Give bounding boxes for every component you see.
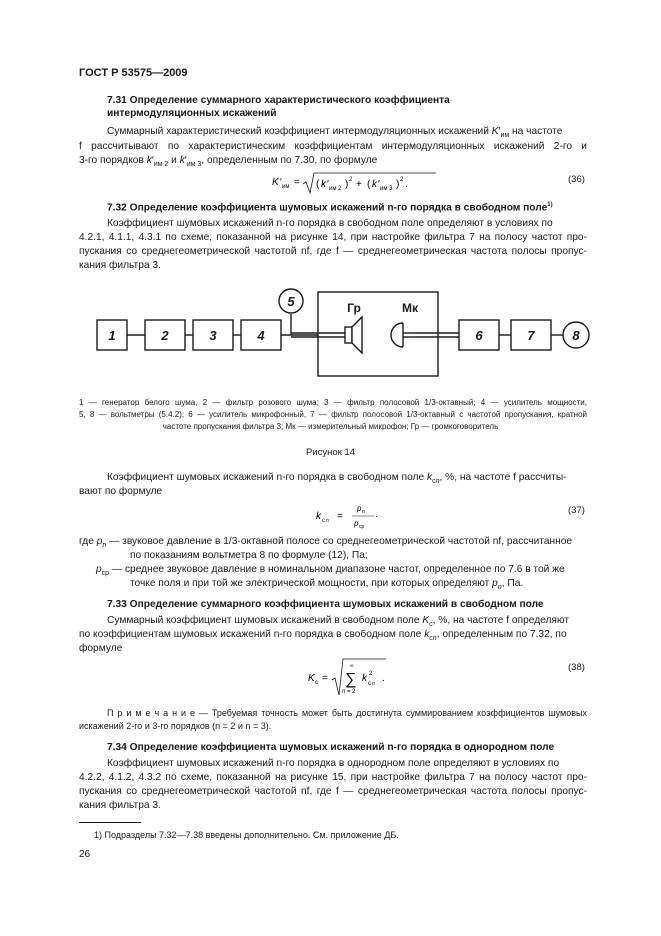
svg-text:.: . [382, 673, 385, 684]
svg-text:n: n [372, 681, 375, 687]
s734-line2: 4.2.2, 4.1.2, 4.3.2 по схеме, показанной на рисунке 15, при настройке фильтра 7 на полосу частот про- [79, 772, 587, 783]
figure-caption-line3: частоте пропускания фильтра 3; Мк — измерительный микрофон; Гр — громкоговоритель [162, 422, 499, 431]
svg-text:p: p [354, 519, 359, 528]
svg-text:+: + [356, 179, 362, 190]
kcn-line2: вают по формуле [79, 486, 163, 497]
s732-line1: Коэффициент шумовых искажений n-го порядка в свободном поле определяют в условиях по [107, 218, 553, 229]
svg-text:K: K [308, 673, 315, 684]
svg-text:2: 2 [369, 671, 373, 677]
voltmeter-8-label: 8 [572, 328, 580, 343]
svg-text:= 2: = 2 [347, 689, 356, 695]
microphone-icon [391, 323, 415, 347]
svg-text:k: k [321, 179, 326, 190]
svg-text:n: n [362, 509, 365, 515]
s733-line2: по коэффициентам шумовых искажений n-го порядка в свободном поле $k_{сn}$, определенным по 7.32, по [79, 629, 567, 643]
svg-text:′: ′ [327, 179, 329, 190]
loudspeaker-icon [345, 317, 362, 353]
svg-text:(: ( [316, 179, 320, 190]
equation-37 [316, 500, 386, 535]
svg-text:K: K [272, 177, 279, 188]
figure-14-diagram [90, 282, 600, 382]
svg-text:им 3: им 3 [380, 186, 393, 192]
svg-text:∑: ∑ [345, 671, 357, 688]
svg-text:k: k [362, 673, 367, 684]
s734-line3: пускания со среднегеометрической частотой nf, где f — среднегеометрическая частота полосы пропус- [79, 786, 587, 797]
s734-line4: кания фильтра 3. [79, 800, 161, 811]
def-pcp-line1: $p_{ср}$ — среднее звуковое давление в номинальном диапазоне частот, определенное по 7.6 в той же [96, 564, 565, 578]
svg-text:=: = [294, 177, 300, 188]
svg-text:.: . [375, 509, 378, 519]
figure-caption-line2: 5, 8 — вольтметры (5.4.2); 6 — усилитель микрофонный, 7 — фильтр полосовой 1/3-октавный с частотой пропускания, кратной [79, 410, 587, 419]
def-pcp-line2: точке поля и при той же электрической мощности, при которых определяют $p_n$, Па. [130, 578, 524, 592]
block-2-label: 2 [161, 328, 169, 343]
svg-text:ср: ср [359, 524, 365, 530]
kcn-line1: Коэффициент шумовых искажений n-го порядка в свободном поле $k_{сn}$, %, на частоте f рассчиты- [107, 472, 567, 486]
note-line2: искажений 2-го и 3-го порядков (n = 2 и n = 3). [79, 721, 272, 731]
svg-text:с: с [368, 681, 371, 687]
svg-text:2: 2 [349, 177, 353, 183]
svg-text:n: n [326, 518, 329, 524]
s732-line2: 4.2.1, 4.1.1, 4.3.1 по схеме, показанной на рисунке 14, при настройке фильтра 7 на полосу частот про- [79, 232, 587, 243]
block-7-label: 7 [527, 328, 535, 343]
mic-label: Мк [401, 301, 419, 315]
svg-text:2: 2 [400, 177, 404, 183]
speaker-label: Гр [347, 301, 361, 315]
s734-line1: Коэффициент шумовых искажений n-го порядка в однородном поле определяют в условиях по [107, 758, 560, 769]
anechoic-chamber-box [318, 292, 438, 376]
voltmeter-5-label: 5 [287, 294, 295, 309]
block-1-label: 1 [108, 328, 116, 343]
equation-38 [308, 656, 398, 701]
figure-title: Рисунок 14 [305, 447, 356, 458]
svg-text:=: = [322, 673, 328, 684]
block-6-label: 6 [475, 328, 483, 343]
section-7-32-title: 7.32 Определение коэффициента шумовых искажений n-го порядка в свободном поле$^{1)}$ [107, 202, 553, 214]
svg-text:k: k [372, 179, 377, 190]
document-header: ГОСТ Р 53575—2009 [79, 67, 188, 79]
s733-line3: формуле [79, 643, 123, 654]
svg-text:k: k [316, 511, 321, 522]
section-7-31-title-line2: интермодуляционных искажений [107, 108, 277, 119]
svg-text:с: с [322, 518, 325, 524]
footnote: 1) Подразделы 7.32—7.38 введены дополнительно. См. приложение ДБ. [94, 830, 399, 840]
s732-line4: кания фильтра 3. [79, 260, 161, 271]
svg-text:): ) [396, 179, 400, 190]
block-3-label: 3 [209, 328, 217, 343]
svg-text:n: n [342, 689, 346, 695]
svg-text:.: . [405, 179, 408, 190]
svg-text:′: ′ [280, 177, 282, 188]
s731-line3: 3-го порядков $k'_{им 2}$ и $k'_{им 3}$, определенным по 7.30, по формуле [79, 155, 378, 169]
svg-text:∞: ∞ [350, 663, 354, 669]
svg-text:p: p [357, 504, 362, 513]
footnote-divider [79, 822, 141, 823]
section-7-31-title-line1: 7.31 Определение суммарного характеристического коэффициента [107, 95, 450, 106]
equation-36-number: (36) [568, 174, 585, 185]
page-number: 26 [79, 849, 91, 860]
s733-line1: Суммарный коэффициент шумовых искажений в свободном поле $K_с$, %, на частоте f определяют [107, 615, 570, 629]
svg-text:им 2: им 2 [329, 186, 342, 192]
def-pn-line2: по показаниям вольтметра 8 по формуле (12), Па; [130, 550, 368, 561]
svg-text:): ) [345, 179, 349, 190]
equation-36 [272, 170, 442, 199]
section-7-34-title: 7.34 Определение коэффициента шумовых искажений n-го порядка в однородном поле [107, 742, 555, 753]
section-7-33-title: 7.33 Определение суммарного коэффициента шумовых искажений в свободном поле [107, 599, 544, 610]
def-pn-line1: где $p_n$ — звуковое давление в 1/3-октавной полосе со среднегеометрической частотой nf, рассчитанное [79, 536, 573, 550]
s731-line2: f рассчитывают по характеристическим коэффициентам интермодуляционных искажений 2-го и [79, 141, 587, 152]
s731-line1: Суммарный характеристический коэффициент интермодуляционных искажений $K'_{им}$ на частоте [107, 126, 563, 140]
equation-37-number: (37) [568, 505, 585, 516]
s732-line3: пускания со среднегеометрической частотой nf, где f — среднегеометрическая частота полосы пропус- [79, 246, 587, 257]
figure-caption-line1: 1 — генератор белого шума, 2 — фильтр розового шума; 3 — фильтр полосовой 1/3-октавный; 4 — усилитель мощности, [79, 398, 587, 407]
equation-38-number: (38) [568, 662, 585, 673]
svg-text:=: = [337, 511, 343, 522]
svg-text:с: с [315, 680, 318, 686]
svg-text:(: ( [367, 179, 371, 190]
svg-text:им: им [282, 184, 290, 190]
svg-text:′: ′ [378, 179, 380, 190]
note-line1: П р и м е ч а н и е — Требуемая точность может быть достигнута суммированием коэффициентов шумовых [107, 708, 587, 718]
block-4-label: 4 [257, 328, 265, 343]
